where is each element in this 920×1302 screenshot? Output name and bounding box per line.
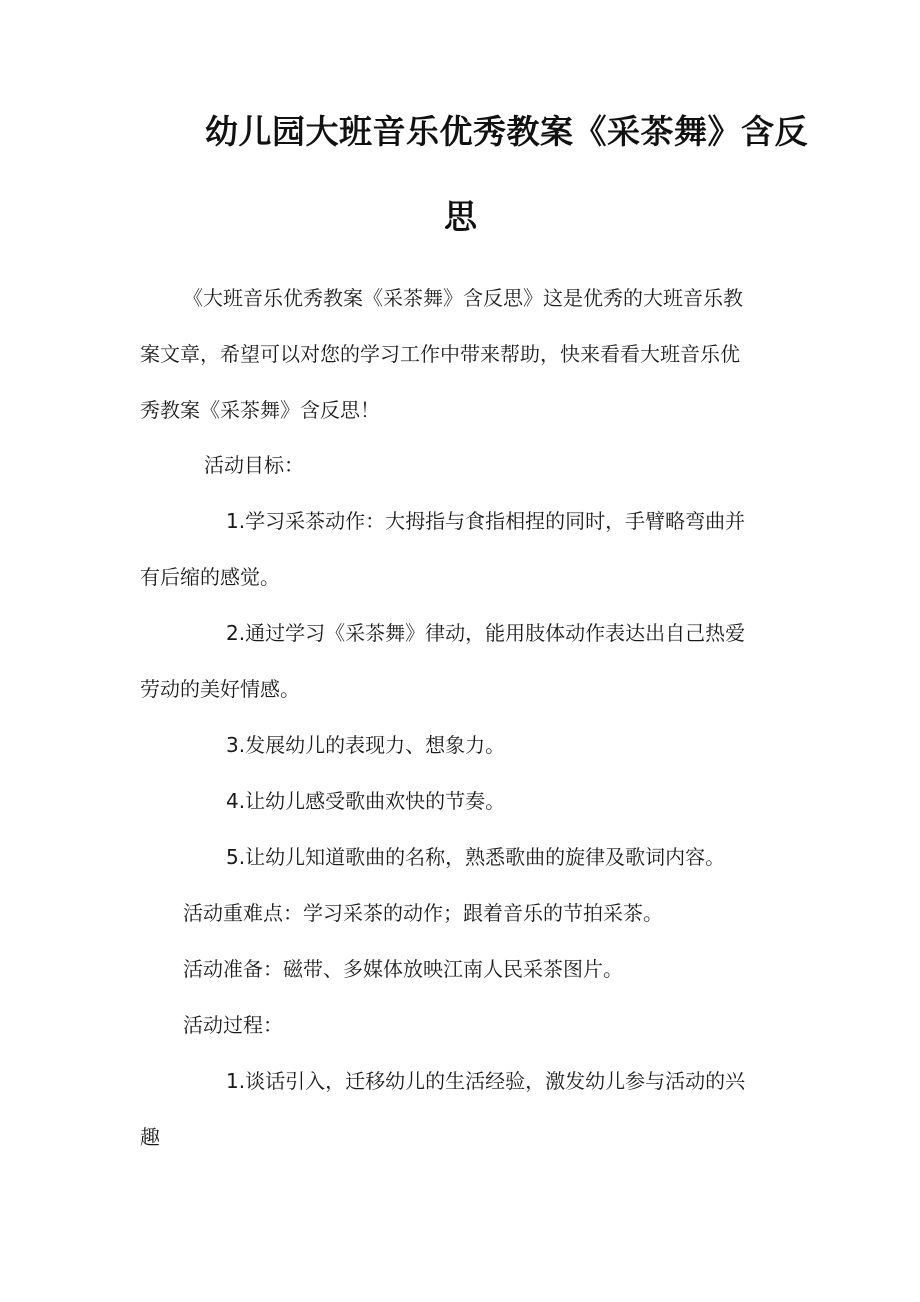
intro-line-3: 秀教案《采茶舞》含反思！ xyxy=(140,398,380,422)
goal-1-line-2: 有后缩的感觉。 xyxy=(140,565,280,589)
goal-1-line-1: 1.学习采茶动作：大拇指与食指相捏的同时，手臂略弯曲并 xyxy=(226,509,746,533)
goal-5: 5.让幼儿知道歌曲的名称，熟悉歌曲的旋律及歌词内容。 xyxy=(226,845,726,869)
document-title-line-1: 幼儿园大班音乐优秀教案《采茶舞》含反 xyxy=(205,112,808,151)
goal-2-line-2: 劳动的美好情感。 xyxy=(140,677,300,701)
goals-heading: 活动目标： xyxy=(204,453,304,477)
intro-line-1: 《大班音乐优秀教案《采茶舞》含反思》这是优秀的大班音乐教 xyxy=(183,286,743,310)
goal-3: 3.发展幼儿的表现力、想象力。 xyxy=(226,733,506,757)
goal-4: 4.让幼儿感受歌曲欢快的节奏。 xyxy=(226,789,506,813)
goal-2-line-1: 2.通过学习《采茶舞》律动，能用肢体动作表达出自己热爱 xyxy=(226,621,746,645)
step-1-line-1: 1.谈话引入，迁移幼儿的生活经验，激发幼儿参与活动的兴 xyxy=(226,1069,746,1093)
preparation: 活动准备：磁带、多媒体放映江南人民采茶图片。 xyxy=(183,957,623,981)
process-heading: 活动过程： xyxy=(183,1013,283,1037)
document-title-line-2: 思 xyxy=(444,197,477,236)
key-points: 活动重难点：学习采茶的动作；跟着音乐的节拍采茶。 xyxy=(183,901,663,925)
intro-line-2: 案文章，希望可以对您的学习工作中带来帮助，快来看看大班音乐优 xyxy=(140,342,740,366)
step-1-line-2: 趣 xyxy=(140,1125,160,1149)
